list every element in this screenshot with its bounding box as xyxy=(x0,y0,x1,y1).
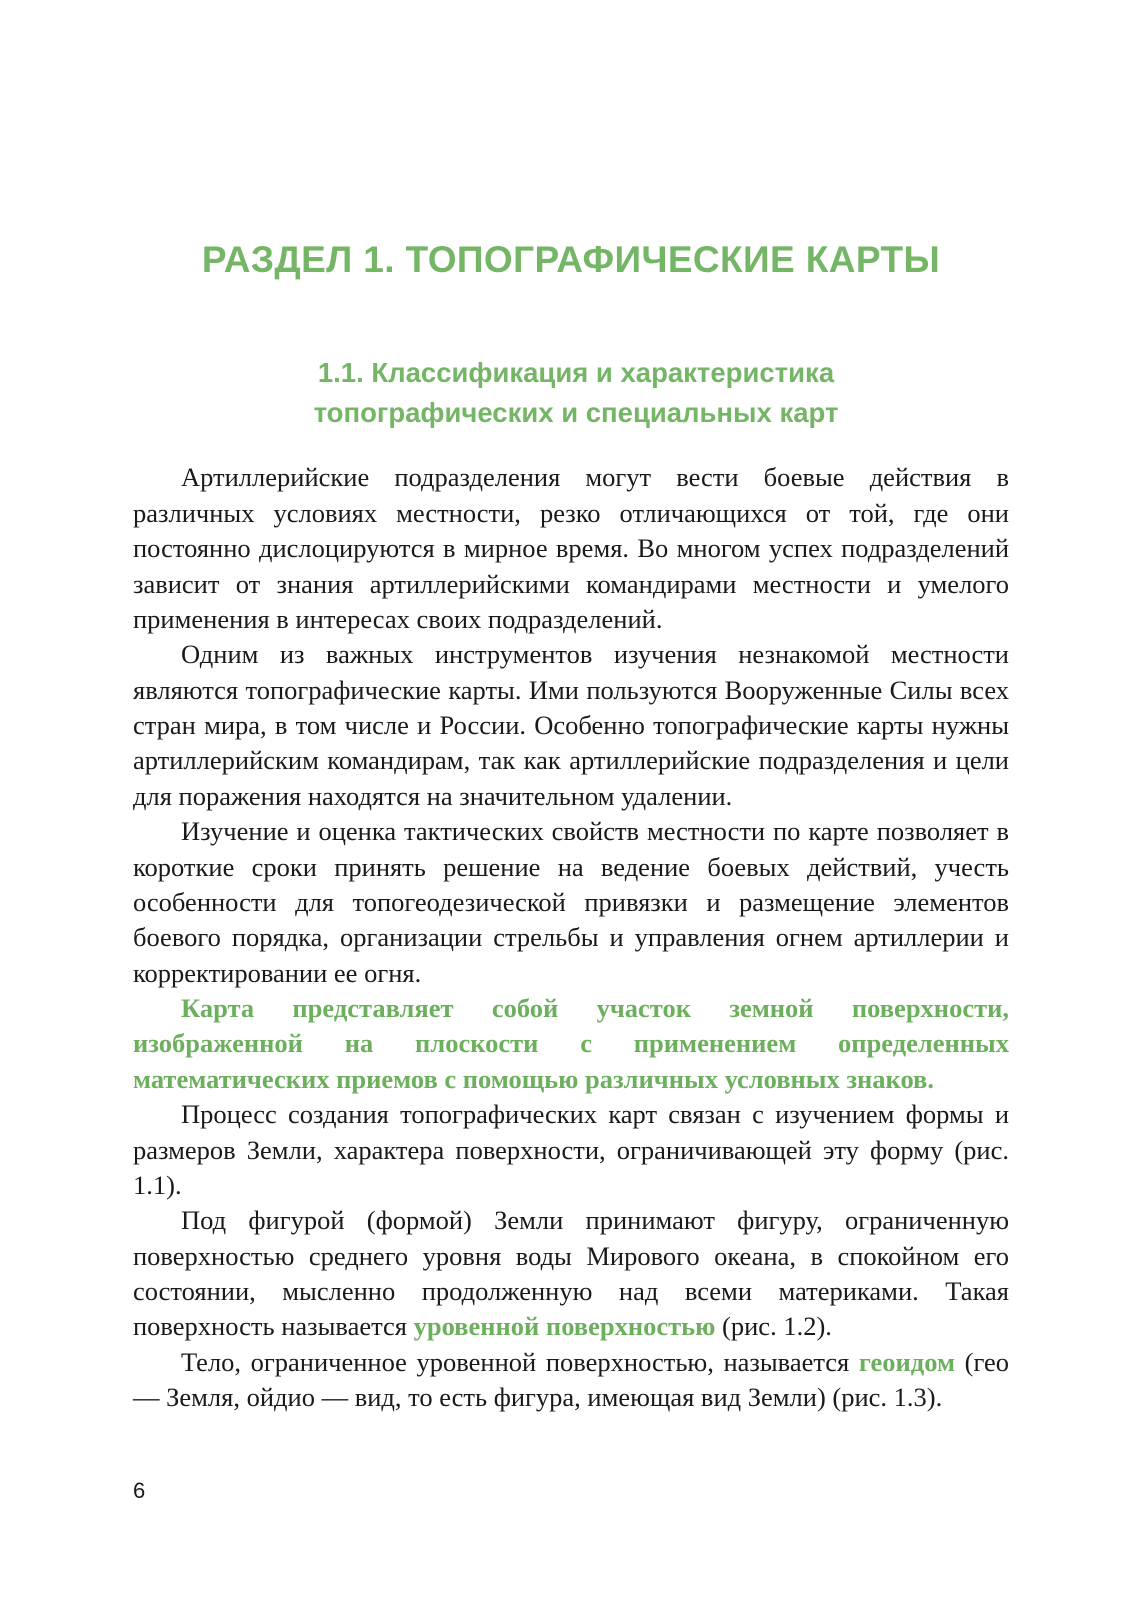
paragraph-5: Процесс создания топографических карт связан с изучением формы и размеров Земли, характера поверхности, ограничивающей эту форму (рис. 1.1). xyxy=(133,1099,1009,1200)
page-title: РАЗДЕЛ 1. ТОПОГРАФИЧЕСКИЕ КАРТЫ xyxy=(201,239,941,280)
subsection-heading-line-2: топографических и специальных карт xyxy=(313,396,839,428)
term-level-surface: уровенной поверхностью xyxy=(413,1311,716,1342)
paragraph-7-text-before: Тело, ограниченное уровенной поверхностью, называется xyxy=(181,1346,859,1377)
paragraph-6-text-before: Под фигурой (формой) Земли принимают фигуру, ограниченную поверхностью среднего уровня воды Мирового океана, в спокойном его состоянии, мысленно продолженную над всеми материками. Такая поверхность называется xyxy=(133,1205,1009,1342)
body-text xyxy=(133,432,1009,1415)
paragraph-7-text-after: (гео — Земля, ойдио — вид, то есть фигура, имеющая вид Земли) (рис. 1.3). xyxy=(133,1346,1009,1413)
paragraph-1: Артиллерийские подразделения могут вести боевые действия в различных условиях местности, резко отличающихся от той, где они постоянно дислоцируются в мирное время. Во многом успех подразделений зависит от знания артиллерийскими командирами местности и умелого применения в интересах своих подразделений. xyxy=(133,462,1009,634)
paragraph-6-text-after: (рис. 1.2). xyxy=(715,1311,832,1342)
paragraph-7 xyxy=(133,1345,1009,1416)
paragraph-3: Изучение и оценка тактических свойств местности по карте позволяет в короткие сроки принять решение на ведение боевых действий, учесть особенности для топогеодезической привязки и размещение элементов боевого порядка, организации стрельбы и управления огнем артиллерии и корректировании ее огня. xyxy=(133,816,1009,988)
paragraph-6 xyxy=(133,1203,1009,1345)
paragraph-definition-map: Карта представляет собой участок земной поверхности, изображенной на плоскости с применением определенных математических приемов с помощью различных условных знаков. xyxy=(133,993,1009,1094)
term-geoid: геоидом xyxy=(858,1346,956,1377)
subsection-heading xyxy=(133,281,1009,433)
paragraph-2: Одним из важных инструментов изучения незнакомой местности являются топографические карты. Ими пользуются Вооруженные Силы всех стран мира, в том числе и России. Особенно топографические карты нужны артиллерийским командирам, так как артиллерийские подразделения и цели для поражения находятся на значительном удалении. xyxy=(133,639,1009,811)
page-content xyxy=(133,0,1009,1416)
subsection-heading-line-1: 1.1. Классификация и характеристика xyxy=(317,356,835,388)
page-number: 6 xyxy=(133,1478,146,1503)
